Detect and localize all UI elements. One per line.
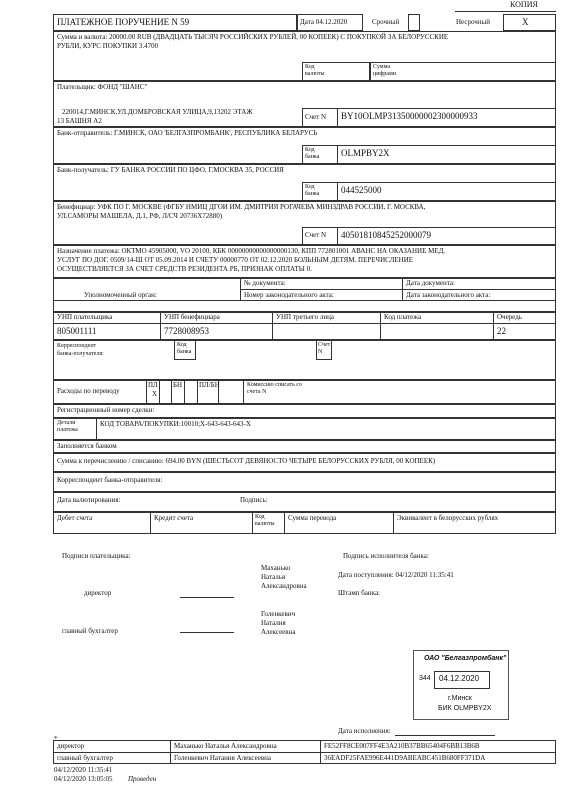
divider	[243, 380, 244, 404]
signer-role-1: директор	[57, 742, 85, 750]
transfer-sum-header: Сумма перевода	[288, 514, 337, 522]
non-urgent-label: Несрочный	[456, 18, 490, 26]
amount-digits-label: Сумма цифрами	[373, 64, 396, 77]
payer-label: Плательщик: ФОНД "ШАНС"	[57, 83, 148, 91]
equivalent-header: Эквивалент в белорусских рублях	[397, 514, 499, 522]
divider	[160, 312, 161, 340]
footer-timestamp-1: 04/12/2020 11:35:41	[54, 766, 113, 774]
director-signature-line	[180, 597, 234, 598]
divider	[240, 289, 556, 290]
receiver-code-label: Код банка	[305, 184, 320, 197]
reg-number-label: Регистрационный номер сделки:	[57, 406, 155, 414]
unp-beneficiary-value: 7728008953	[164, 326, 209, 336]
divider	[337, 182, 338, 201]
execution-date-label: Дата исполнения:	[338, 727, 391, 735]
divider	[272, 312, 273, 340]
credit-account-header: Кредит счета	[154, 514, 194, 522]
divider	[170, 740, 171, 764]
divider	[53, 752, 556, 753]
asterisk: *	[54, 735, 58, 743]
beneficiary-account: 40501810845252000079	[341, 230, 431, 240]
expenses-box	[53, 380, 556, 404]
stamp-number: 344	[419, 675, 431, 682]
queue-value: 22	[497, 326, 506, 336]
divider	[493, 312, 494, 340]
doc-date-label: Дата документа:	[406, 279, 455, 287]
signer-name-1: Маханько Наталья Александровна	[174, 742, 277, 750]
doc-number-label: № документа:	[244, 279, 286, 287]
sender-code-label: Код банка	[305, 147, 320, 160]
signer-hash-1: FE52FF8CE007FF4E3A210B37BB65404F6BB13B6B	[324, 742, 480, 750]
urgent-label: Срочный	[372, 18, 400, 26]
sender-bank-code: OLMPBY2X	[341, 148, 390, 158]
divider	[240, 278, 241, 300]
expense-pl-mark: X	[152, 390, 158, 398]
received-date: Дата поступления: 04/12/2020 11:35:41	[338, 571, 454, 579]
sender-bank-label: Банк-отправитель: Г.МИНСК, ОАО 'БЕЛГАЗПРОМБАНК', РЕСПУБЛИКА БЕЛАРУСЬ	[57, 129, 318, 137]
correspondent-box	[53, 340, 556, 380]
beneficiary-line-2: УЛ.САМОРЫ МАШЕЛА, Д.1, РФ, Л/СЧ 20736Х72880)	[57, 212, 223, 220]
execution-date-line	[395, 735, 495, 736]
correspondent-code-label: Код банка	[177, 342, 192, 355]
correspondent-sender-label: Корреспондент банка-отправителя:	[57, 476, 163, 484]
bank-fill-label: Заполняется банком	[57, 442, 117, 450]
document-title: ПЛАТЕЖНОЕ ПОРУЧЕНИЕ N 59	[57, 17, 190, 27]
commission-label: Комиссию списать со счета N	[247, 382, 302, 395]
stamp-bank-name: ОАО "Белгазпромбанк"	[424, 655, 507, 662]
unp-header-third: УНП третьего лица	[276, 313, 334, 321]
accountant-signature-line	[180, 632, 234, 633]
stamp-bic: БИК OLMPBY2X	[438, 705, 492, 712]
bank-fill-box	[53, 440, 556, 453]
receiver-bank-code: 044525000	[341, 185, 382, 195]
payer-address-1: 220014,Г.МИНСК,УЛ.ДОМБРОВСКАЯ УЛИЦА,9,13202 ЭТАЖ	[62, 108, 253, 116]
divider	[320, 740, 321, 764]
correspondent-account-label: Счет N	[318, 342, 331, 355]
divider	[380, 312, 381, 340]
divider	[337, 145, 338, 164]
correspondent-label: Корреспондент банка-получателя:	[57, 343, 104, 357]
unp-header-queue: Очередь	[497, 313, 522, 321]
expense-pl-label: ПЛ	[148, 381, 158, 389]
footer-status: Проведен	[128, 775, 157, 783]
details-value: КОД ТОВАРА/ПОКУПКИ:10010;Х-643-643-643-Х	[100, 420, 251, 428]
law-date-label: Дата законодательного акта:	[406, 291, 491, 299]
footer-timestamp-2: 04/12/2020 13:05:05	[54, 775, 113, 783]
expense-plbn-label: ПЛ/БН	[199, 381, 220, 389]
purpose-line-1: Назначение платежа: ОКТМО 45905000, VO 20100, КБК 00000000000000000130, КПП 772801001 АВАНС НА ОКАЗАНИЕ МЕД.	[57, 247, 446, 255]
stamp-city: г.Минск	[448, 695, 472, 702]
payer-address-2: 13 БАШНЯ А2	[57, 117, 102, 125]
unp-payer-value: 805001111	[57, 326, 97, 336]
copy-label: КОПИЯ	[510, 0, 538, 9]
director-patronymic: Александровна	[261, 582, 307, 590]
chief-accountant-label: главный бухгалтер	[62, 627, 118, 635]
divider	[337, 108, 338, 127]
signer-name-2: Голенкевич Натания Алексеевна	[174, 754, 271, 762]
currency-code-label: Код валюты	[305, 64, 325, 77]
currency-code-header: Код валюты	[255, 514, 275, 527]
valuation-date-label: Дата валютирования:	[57, 496, 121, 504]
accountant-patronymic: Алексеевна	[261, 628, 296, 636]
receiver-bank-label: Банк-получатель: ГУ БАНКА РОССИИ ПО ЦФО, Г.МОСКВА 35, РОССИЯ	[57, 166, 284, 174]
expense-bn-label: БН	[173, 381, 183, 389]
divider	[284, 512, 285, 534]
law-number-label: Номер законодательного акта:	[244, 291, 334, 299]
director-first-name: Наталья	[261, 573, 286, 581]
expenses-label: Расходы по переводу	[57, 387, 120, 395]
accountant-surname: Голенкевич	[261, 610, 296, 618]
purpose-line-2: УСЛУГ ПО ДОГ. 0509/14-Ш ОТ 05.09.2014 И СЧЕТУ 00000770 ОТ 02.12.2020 БОЛЬНЫМ ДЕТЯМ. ПЕРЕЧИСЛЕНИЕ	[57, 256, 414, 264]
bank-signature-label: Подпись исполнителя банка:	[343, 552, 429, 560]
signer-hash-2: 36EADF25FAE996E441D9ABEABC451B680FF371DA	[324, 754, 486, 762]
divider	[53, 323, 556, 324]
amount-line-1: Сумма и валюта: 20000.00 RUB (ДВАДЦАТЬ ТЫСЯЧ РОССИЙСКИХ РУБЛЕЙ, 00 КОПЕЕК) С ПОКУПКОЙ ЗА БЕЛОРУССКИЕ	[57, 33, 449, 41]
document-date: Дата 04.12.2020	[300, 18, 348, 26]
non-urgent-checkbox	[503, 14, 556, 31]
details-label: Детали платежа	[57, 420, 78, 433]
beneficiary-line-1: Бенефициар: УФК ПО Г. МОСКВЕ (ФГБУ НМИЦ ДГОИ ИМ. ДМИТРИЯ РОГАЧЕВА МИНЗДРАВ РОССИИ, Г. МОСКВА,	[57, 203, 426, 211]
bank-stamp	[413, 650, 509, 720]
beneficiary-account-label: Счет N	[305, 231, 327, 239]
amount-digits-box	[370, 62, 556, 81]
copy-underline	[455, 11, 556, 12]
divider	[53, 300, 556, 301]
urgent-checkbox	[408, 14, 420, 31]
signature-label: Подпись:	[240, 496, 268, 504]
non-urgent-mark: X	[522, 17, 529, 27]
divider	[337, 227, 338, 245]
amount-line-2: РУБЛИ, КУРС ПОКУПКИ 3.4700	[57, 42, 159, 50]
payer-account: BY10OLMP31350000002300000933	[341, 111, 478, 121]
unp-header-beneficiary: УНП бенефициара	[164, 313, 220, 321]
signer-role-2: главный бухгалтер	[57, 754, 113, 762]
payer-signatures-label: Подписи плательщика:	[62, 552, 131, 560]
unp-header-payer: УНП плательщика	[57, 313, 113, 321]
purpose-line-3: ОСУЩЕСТВЛЯЕТСЯ ЗА СЧЕТ СРЕДСТВ РЕЗИДЕНТА РБ, ПРИЗНАК ОПЛАТЫ 0.	[57, 265, 312, 273]
debit-account-header: Дебет счета	[57, 514, 93, 522]
accountant-first-name: Наталия	[261, 619, 286, 627]
director-surname: Маханько	[261, 564, 291, 572]
debit-amount: Сумма к перечислению / списанию: 694.00 BYN (ШЕСТЬСОТ ДЕВЯНОСТО ЧЕТЫРЕ БЕЛОРУССКИХ РУБЛЯ, 00 КОПЕЕК)	[57, 457, 436, 465]
divider	[150, 512, 151, 534]
divider	[96, 418, 97, 440]
stamp-date: 04.12.2020	[439, 674, 480, 683]
bank-stamp-label: Штамп банка:	[338, 589, 380, 597]
unp-header-payment-code: Код платежа	[384, 313, 422, 321]
divider	[393, 512, 394, 534]
payer-account-label: Счет N	[305, 113, 327, 121]
authority-label: Уполномоченный орган:	[84, 291, 157, 299]
divider	[252, 512, 253, 534]
director-label: директор	[84, 589, 112, 597]
divider	[402, 278, 403, 300]
valuation-box	[53, 492, 556, 512]
